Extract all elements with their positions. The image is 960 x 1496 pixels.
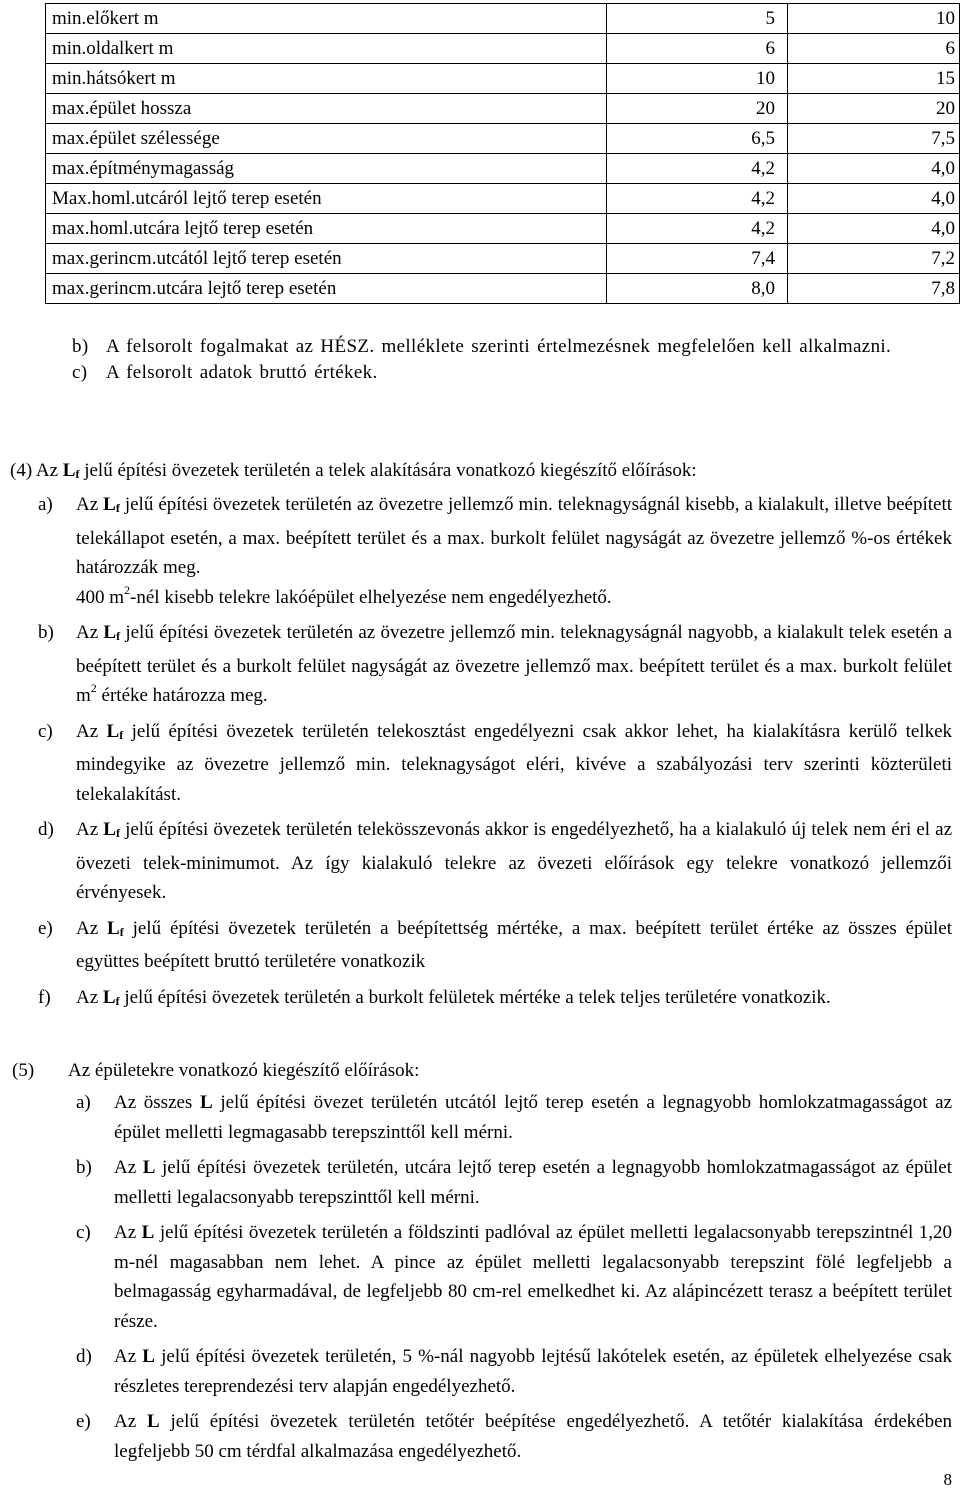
section-4-item-c: c) Az $L_f$ jelű építési övezetek területén telekosztást engedélyezni csak akkor lehet, ha kialakításra kerülő telkek mindegyike az övezetre jellemző min. teleknagyságot eléri, kivéve a szabályozási terv szerinti közterületi telekalakítást.: [38, 720, 953, 805]
row-label: max.épület hossza: [46, 94, 607, 124]
table-notes: [72, 334, 952, 386]
section-4: [10, 456, 950, 489]
section-4-item-b: b) Az $L_f$ jelű építési övezetek területén az övezetre jellemző min. teleknagyságnál nagyobb, a kialakult telek esetén a beépített terület és a burkolt felület nagyságát az övezetre jellemző max. beépített terület és a max. burkolt felület $m^2$ értéke határozza meg.: [38, 622, 953, 706]
row-value-2: 20: [788, 94, 960, 124]
row-value-2: 10: [788, 4, 960, 34]
page-number: 8: [943, 1470, 952, 1489]
section-4-items: [38, 490, 952, 1022]
section-4-item-e: e) Az $L_f$ jelű építési övezetek területén a beépítettség mértéke, a max. beépített terület értéke az összes épület együttes beépített bruttó területére vonatkozik: [38, 917, 953, 972]
section-4-item-d: d) Az $L_f$ jelű építési övezetek területén telekösszevonás akkor is engedélyezhető, ha a kialakuló új telek nem éri el az övezeti telek-minimumot. Az így kialakuló telekre az övezeti előírások egy telekre vonatkozó jellemzői érvényesek.: [38, 819, 953, 903]
section-5-item-c: c) Az L jelű építési övezetek területén a földszinti padlóval az épület melletti legalacsonyabb terepszintnél 1,20 m-nél magasabban nem lehet. A pince az épület melletti legalacsonyabb terepszint fölé legfeljebb a belmagasság egyharmadával, de legfeljebb 80 cm-rel emelkedhet ki. Az alápincézett terasz a beépített terület része.: [76, 1222, 953, 1332]
row-value-1: 20: [607, 94, 788, 124]
table-row: [46, 154, 960, 184]
row-label: Max.homl.utcáról lejtő terep esetén: [46, 184, 607, 214]
section-5-heading: (5) Az épületekre vonatkozó kiegészítő előírások:: [12, 1060, 420, 1081]
row-label: max.épület szélessége: [46, 124, 607, 154]
section-5-item-e: e) Az L jelű építési övezetek területén tetőtér beépítése engedélyezhető. A tetőtér kialakítása érdekében legfeljebb 50 cm térdfal alkalmazása engedélyezhető.: [76, 1411, 953, 1462]
row-value-1: 6,5: [607, 124, 788, 154]
table-row: [46, 34, 960, 64]
row-value-1: 10: [607, 64, 788, 94]
row-label: max.gerincm.utcára lejtő terep esetén: [46, 274, 607, 304]
row-value-1: 7,4: [607, 244, 788, 274]
table-row: [46, 4, 960, 34]
table-row: [46, 64, 960, 94]
row-value-2: 15: [788, 64, 960, 94]
table-row: [46, 214, 960, 244]
row-label: min.előkert m: [46, 4, 607, 34]
section-5-item-b: b) Az L jelű építési övezetek területén, utcára lejtő terep esetén a legnagyobb homlokzatmagasságot az épület melletti legalacsonyabb terepszinttől kell mérni.: [76, 1157, 953, 1208]
note-c: c) A felsorolt adatok bruttó értékek.: [72, 362, 378, 383]
section-4-item-f: f) Az $L_f$ jelű építési övezetek területén a burkolt felületek mértéke a telek teljes területére vonatkozik.: [38, 986, 831, 1008]
row-value-2: 7,8: [788, 274, 960, 304]
parameters-table: [45, 3, 960, 304]
row-value-1: 8,0: [607, 274, 788, 304]
row-value-2: 7,2: [788, 244, 960, 274]
row-label: min.oldalkert m: [46, 34, 607, 64]
row-value-2: 4,0: [788, 154, 960, 184]
row-value-1: 6: [607, 34, 788, 64]
section-5: [12, 1056, 952, 1085]
row-label: max.építménymagasság: [46, 154, 607, 184]
row-value-1: 4,2: [607, 214, 788, 244]
row-label: max.homl.utcára lejtő terep esetén: [46, 214, 607, 244]
section-4-item-a: a) Az $L_f$ jelű építési övezetek területén az övezetre jellemző min. teleknagyságnál kisebb, a kialakult, illetve beépített telekállapot esetén, a max. beépített terület és a max. burkolt felület nagyságát az övezetre jellemző %-os értékek határozzák meg. 400 $m^2$-nél kisebb telekre lakóépület elhelyezése nem engedélyezhető.: [38, 494, 953, 608]
row-value-2: 7,5: [788, 124, 960, 154]
table-row: [46, 184, 960, 214]
table-row: [46, 244, 960, 274]
row-value-1: 4,2: [607, 184, 788, 214]
row-label: max.gerincm.utcától lejtő terep esetén: [46, 244, 607, 274]
section-5-item-d: d) Az L jelű építési övezetek területén, 5 %-nál nagyobb lejtésű lakótelek esetén, az épületek elhelyezése csak részletes tereprendezési terv alapján engedélyezhető.: [76, 1346, 952, 1397]
table-row: [46, 124, 960, 154]
row-value-1: 5: [607, 4, 788, 34]
table-row: [46, 94, 960, 124]
row-label: min.hátsókert m: [46, 64, 607, 94]
row-value-2: 6: [788, 34, 960, 64]
row-value-2: 4,0: [788, 184, 960, 214]
section-5-items: [76, 1088, 952, 1472]
row-value-2: 4,0: [788, 214, 960, 244]
row-value-1: 4,2: [607, 154, 788, 184]
note-b: b) A felsorolt fogalmakat az HÉSZ. melléklete szerinti értelmezésnek megfelelően kell alkalmazni.: [72, 336, 892, 357]
section-5-item-a: a) Az összes L jelű építési övezet területén utcától lejtő terep esetén a legnagyobb homlokzatmagasságot az épület melletti legmagasabb terepszinttől kell mérni.: [76, 1092, 953, 1143]
table-row: [46, 274, 960, 304]
section-4-heading: (4) Az $L_f$ jelű építési övezetek területén a telek alakítására vonatkozó kiegészítő előírások:: [10, 460, 697, 481]
